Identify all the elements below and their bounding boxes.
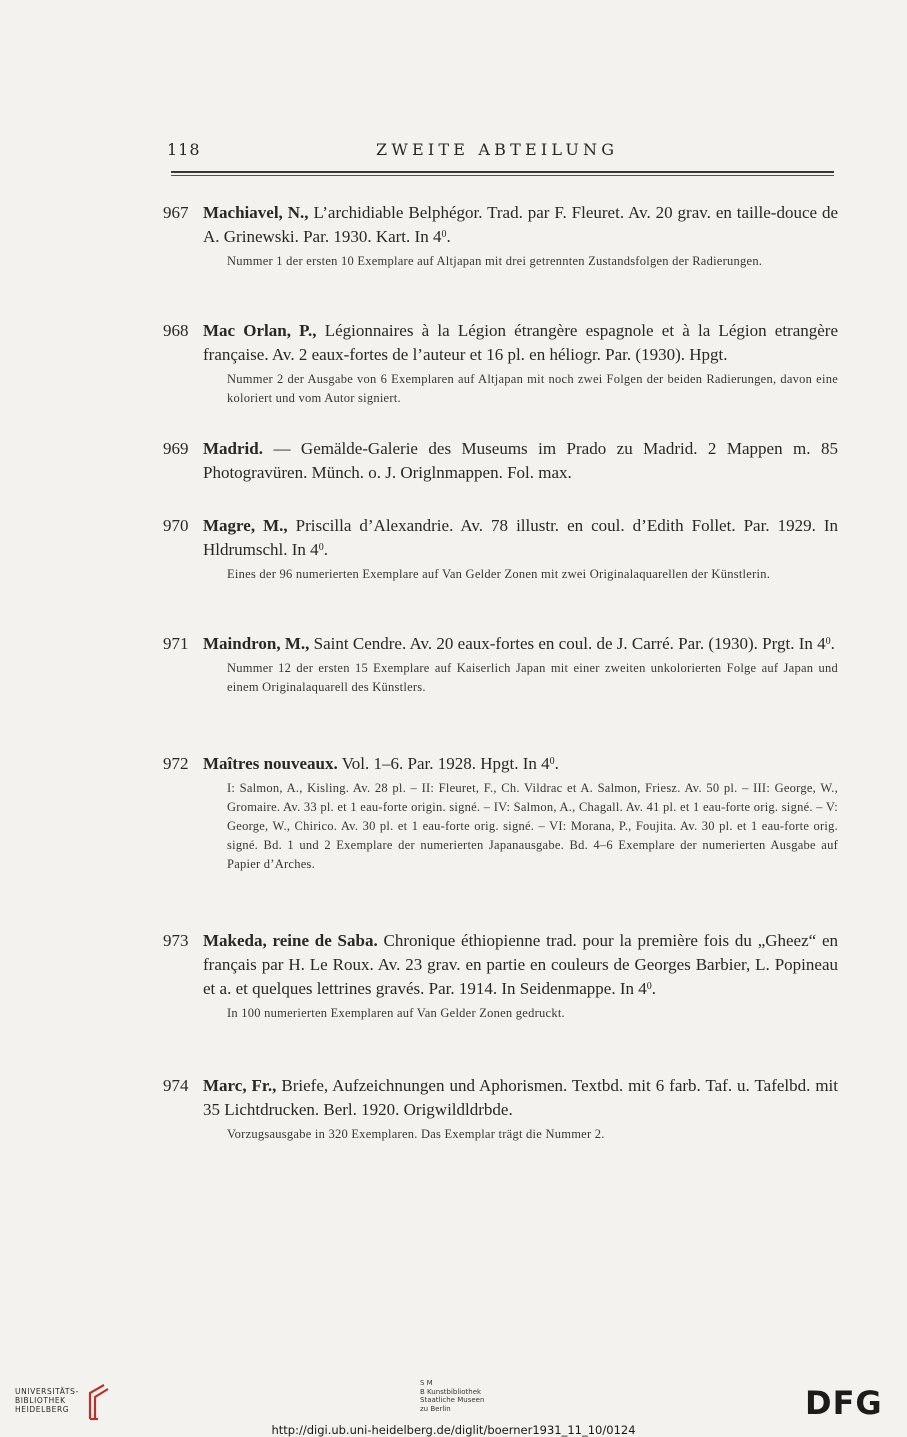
entry-author: Maindron, M., xyxy=(203,634,310,653)
format-superscript: 0 xyxy=(825,636,831,647)
source-url[interactable]: http://digi.ub.uni-heidelberg.de/diglit/boerner1931_11_10/0124 xyxy=(271,1423,636,1437)
entry-author: Marc, Fr., xyxy=(203,1076,277,1095)
entry-text: L’archidiable Belphégor. Trad. par F. Fleuret. Av. 20 grav. en taille-douce de A. Grinewski. Par. 1930. Kart. In 4 xyxy=(203,203,839,246)
catalog-entry-973 xyxy=(163,929,838,1023)
entry-end: . xyxy=(323,540,328,559)
svg-text:DFG: DFG xyxy=(805,1387,883,1417)
entry-note: Nummer 1 der ersten 10 Exemplare auf Altjapan mit drei getrennten Zustandsfolgen der Radierungen. xyxy=(227,254,763,268)
entry-number: 969 xyxy=(163,439,189,458)
entry-note: Vorzugsausgabe in 320 Exemplaren. Das Exemplar trägt die Nummer 2. xyxy=(227,1127,605,1141)
format-superscript: 0 xyxy=(646,981,652,992)
entry-number: 968 xyxy=(163,321,189,340)
entry-text: Priscilla d’Alexandrie. Av. 78 illustr. en coul. d’Edith Follet. Par. 1929. In Hldrumschl. In 4 xyxy=(203,516,838,559)
entry-author: Makeda, reine de Saba. xyxy=(203,931,378,950)
catalog-entry-971 xyxy=(163,632,838,697)
entry-author: Magre, M., xyxy=(203,516,288,535)
entry-text: Chronique éthiopienne trad. pour la première fois du „Gheez“ en français par H. Le Roux. Av. 23 grav. en partie en couleurs de Georges Barbier, L. Popineau et a. et quelques lettrines gravés. Par. 1914. In Seidenmappe. In 4 xyxy=(203,931,839,998)
header-rule-thin xyxy=(171,175,834,176)
entry-number: 971 xyxy=(163,634,189,653)
format-superscript: 0 xyxy=(441,229,447,240)
museum-stamp: S M B Kunstbibliothek Staatliche Museen zu Berlin xyxy=(420,1379,485,1413)
library-name: UNIVERSITÄTS- BIBLIOTHEK HEIDELBERG xyxy=(15,1387,79,1414)
entry-text: — Gemälde-Galerie des Museums im Prado zu Madrid. 2 Mappen m. 85 Photogravüren. Münch. o. J. Origlnmappen. Fol. max. xyxy=(203,439,838,482)
entry-author: Maîtres nouveaux. xyxy=(203,754,338,773)
catalog-entry-968 xyxy=(163,319,838,408)
catalog-entry-972 xyxy=(163,752,838,874)
catalog-entry-967 xyxy=(163,201,838,271)
entry-author: Machiavel, N., xyxy=(203,203,309,222)
format-superscript: 0 xyxy=(318,542,324,553)
format-superscript: 0 xyxy=(549,756,555,767)
entry-text: Briefe, Aufzeichnungen und Aphorismen. Textbd. mit 6 farb. Taf. u. Tafelbd. mit 35 Lichtdrucken. Berl. 1920. Origwildldrbde. xyxy=(203,1076,839,1119)
catalog-entry-970 xyxy=(163,514,838,584)
entry-note: I: Salmon, A., Kisling. Av. 28 pl. – II: Fleuret, F., Ch. Vildrac et A. Salmon, Friesz. Av. 50 pl. – III: George, W., Gromaire. Av. 33 pl. et 1 eau-forte origin. signé. – IV: Salmon, A., Chagall. Av. 41 pl. et 1 eau-forte orig. signé. – V: George, W., Chirico. Av. 30 pl. et 1 eau-forte orig. signé. – VI: Morana, P., Foujita. Av. 30 pl. et 1 eau-forte orig. signé. Bd. 1 und 2 Exemplare der numerierten Japanausgabe. Bd. 4–6 Exemplare der numerierten Ausgabe auf Papier d’Arches. xyxy=(227,781,838,871)
entry-end: . xyxy=(651,979,657,998)
dfg-logo-icon xyxy=(805,1387,895,1417)
entry-end: . xyxy=(554,754,559,773)
entry-note: In 100 numerierten Exemplaren auf Van Gelder Zonen gedruckt. xyxy=(227,1006,565,1020)
entry-author: Mac Orlan, P., xyxy=(203,321,317,340)
entry-number: 970 xyxy=(163,516,189,535)
entry-text: Légionnaires à la Légion étrangère espagnole et à la Légion etrangère française. Av. 2 eaux-fortes de l’auteur et 16 pl. en héliogr. Par. (1930). Hpgt. xyxy=(203,321,839,364)
entry-end: . xyxy=(446,227,451,246)
entry-author: Madrid. xyxy=(203,439,263,458)
entry-text: Saint Cendre. Av. 20 eaux-fortes en coul. de J. Carré. Par. (1930). Prgt. In 4 xyxy=(313,634,826,653)
header-rule-thick xyxy=(171,171,834,173)
entry-note: Eines der 96 numerierten Exemplare auf Van Gelder Zonen mit zwei Originalaquarellen der Künstlerin. xyxy=(227,567,771,581)
entry-number: 974 xyxy=(163,1076,189,1095)
entry-end: . xyxy=(830,634,835,653)
digitization-footer xyxy=(0,1375,907,1437)
entry-text: Vol. 1–6. Par. 1928. Hpgt. In 4 xyxy=(341,754,550,773)
entry-note: Nummer 12 der ersten 15 Exemplare auf Kaiserlich Japan mit einer zweiten unkolorierten Folge auf Japan und einem Originalaquarell des Künstlers. xyxy=(227,661,838,694)
entry-note: Nummer 2 der Ausgabe von 6 Exemplaren auf Altjapan mit noch zwei Folgen der beiden Radierungen, davon eine koloriert und vom Autor signiert. xyxy=(227,372,838,405)
page-number: 118 xyxy=(167,140,201,159)
entry-number: 973 xyxy=(163,931,189,950)
catalog-entry-974 xyxy=(163,1074,838,1144)
section-title: ZWEITE ABTEILUNG xyxy=(376,140,619,159)
catalog-entry-969 xyxy=(163,437,838,485)
library-logo-icon xyxy=(84,1381,110,1421)
running-head xyxy=(0,140,907,162)
entry-number: 972 xyxy=(163,754,189,773)
entry-number: 967 xyxy=(163,203,189,222)
